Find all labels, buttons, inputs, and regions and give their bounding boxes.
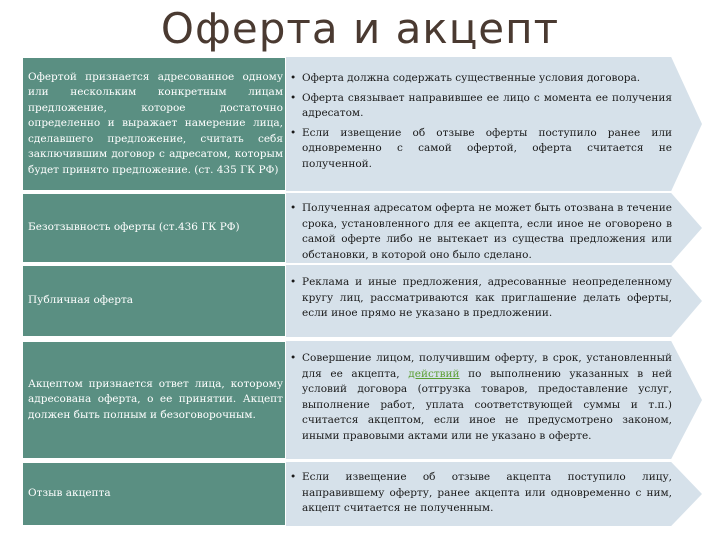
bullet-list	[288, 201, 672, 267]
bullet-item: • Оферта связывает направившее ее лицо с момента ее получения адресатом.	[288, 91, 672, 122]
row-acceptance	[0, 341, 720, 459]
bullet-item: • Полученная адресатом оферта не может быть отозвана в течение срока, установленного для ее акцепта, если иное не оговорено в самой оферте либо не вытекает из существа предложения или обстановки, в которой оно было сделано.	[288, 201, 672, 263]
row-label-text: Офертой признается адресованное одному или нескольким конкретным лицам предложение, которое достаточно определенно и выражает намерение лица, сделавшего предложение, считать себя заключившим договор с адресатом, которым будет принято предложение. (ст. 435 ГК РФ)	[28, 70, 283, 176]
row-label	[22, 193, 286, 263]
bullet-list	[288, 351, 672, 448]
bullet-item: • Реклама и иные предложения, адресованные неопределенному кругу лиц, рассматриваются как приглашение делать оферты, если иное прямо не указано в предложении.	[288, 275, 672, 322]
bullet-list	[288, 71, 672, 176]
row-label	[22, 462, 286, 526]
row-public-offer	[0, 265, 720, 337]
bullet-item: • Оферта должна содержать существенные условия договора.	[288, 71, 672, 87]
row-label-text: Публичная оферта	[28, 294, 134, 307]
bullet-item: • Если извещение об отзыве оферты поступило ранее или одновременно с самой офертой, оферта считается не полученной.	[288, 126, 672, 173]
row-label-text: Акцептом признается ответ лица, которому адресована оферта, о ее принятии. Акцепт должен быть полным и безоговорочным.	[28, 377, 283, 421]
bullet-list	[288, 275, 672, 326]
page-title: Оферта и акцепт	[160, 4, 560, 53]
row-label	[22, 341, 286, 459]
row-irrevocability	[0, 193, 720, 263]
row-label	[22, 57, 286, 191]
row-label-text: Отзыв акцепта	[28, 487, 111, 500]
row-offer-definition	[0, 57, 720, 191]
bullet-list	[288, 470, 672, 521]
actions-link[interactable]: действий	[408, 367, 460, 380]
bullet-item: • Если извещение об отзыве акцепта поступило лицу, направившему оферту, ранее акцепта или одновременно с ним, акцепт считается не полученным.	[288, 470, 672, 517]
bullet-item	[288, 351, 672, 444]
bullet-text-part: по выполнению указанных в ней условий договора (отгрузка товаров, предоставление услуг, выполнение работ, уплата соответствующей суммы и т.п.) считается акцептом, если иное не предусмотрено законом, иными правовыми актами или не указано в оферте.	[302, 367, 672, 442]
row-acceptance-withdrawal	[0, 462, 720, 526]
row-label-text: Безотзывность оферты (ст.436 ГК РФ)	[28, 221, 240, 234]
bullet-text-part: Совершение лицом, получившим оферту, в срок, установленный для ее акцепта,	[302, 352, 672, 380]
row-label	[22, 265, 286, 337]
